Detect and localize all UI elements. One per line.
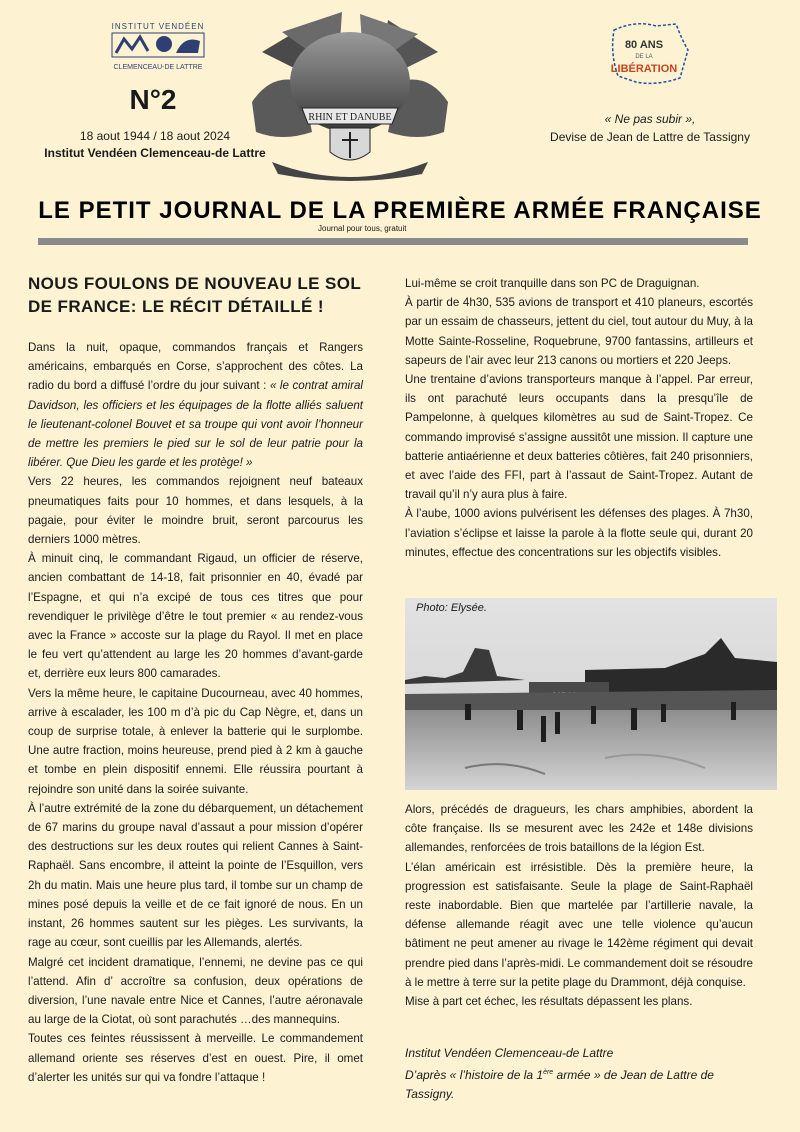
signature-source-post: armée » de Jean de Lattre de Tassigny. xyxy=(405,1068,714,1101)
issue-dates xyxy=(40,128,270,162)
signature-source-pre: D’après « l’histoire de la 1 xyxy=(405,1068,544,1082)
motto-attribution: Devise de Jean de Lattre de Tassigny xyxy=(550,130,750,144)
article-signature xyxy=(405,1044,765,1104)
rhin-et-danube-crest-icon xyxy=(242,12,458,182)
title-divider xyxy=(38,238,748,245)
article-right-column-top xyxy=(405,274,753,562)
paragraph: Mise à part cet échec, les résultats dépassent les plans. xyxy=(405,995,693,1009)
paragraph: Malgré cet incident dramatique, l’ennemi, ne devine pas ce qui l’attend. Afin d’ accroître sa confusion, deux opérations de diversion, l’une navale entre Nice et Cannes, l’autre aéronavale au large de la Ciotat, où sont parachutés …des mannequins. xyxy=(28,955,363,1027)
crest-banner-text: RHIN ET DANUBE xyxy=(308,112,392,123)
paragraph: Toutes ces feintes réussissent à merveille. Le commandement allemand oriente ses réserves d’est en ouest. Pire, il omet d’alerter les unités sur qui va fondre l’attaque ! xyxy=(28,1032,363,1084)
paragraph: Lui-même se croit tranquille dans son PC de Draguignan. xyxy=(405,277,700,290)
paragraph: À minuit cinq, le commandant Rigaud, un officier de réserve, ancien combattant de 14-18, fait prisonnier en 40, évadé par l’Espagne, et qui n’a excipé de tous ces titres que pour revendiquer le privilège d’être le tout premier « au rendez-vous avec la France » accoste sur la plage du Rayol. Il met en place le feu vert qu’attendent au large les 20 hommes d’avant-garde et, derrière eux leurs 800 camarades. xyxy=(28,552,363,681)
photo-credit: Photo: Elysée. xyxy=(416,602,487,614)
article-headline: NOUS FOULONS DE NOUVEAU LE SOL DE FRANCE: LE RÉCIT DÉTAILLÉ ! xyxy=(28,274,361,316)
anniversary-line2: DE LA xyxy=(635,54,653,60)
article-left-column xyxy=(28,338,363,1087)
article-right-column-bottom xyxy=(405,800,753,1011)
paragraph-intro: Dans la nuit, opaque, commandos français et Rangers américains, embarqués en Corse, s’approchent des côtes. La radio du bord a diffusé l’ordre du jour suivant : xyxy=(28,341,363,393)
signature-line1: Institut Vendéen Clemenceau-de Lattre xyxy=(405,1046,614,1060)
institute-emblem-icon xyxy=(110,31,206,59)
signature-source-sup: ère xyxy=(543,1069,554,1076)
paragraph: À l’autre extrémité de la zone du débarquement, un détachement de 67 marins du groupe naval d’assaut a pour mission d’opérer des destructions sur les deux routes qui relient Cannes à Saint-Raphaël. Sans encombre, il atteint la pointe de l’Esquillon, vers 2h du matin. Mais une heure plus tard, il tombe sur un champ de mines posé depuis la veille et de ce fait ignoré de nous. En un instant, 26 hommes sautent sur les pièges. Les survivants, la rage au cœur, sont cueillis par les Allemands, alertés. xyxy=(28,801,363,950)
dates-line: 18 aout 1944 / 18 aout 2024 xyxy=(79,129,231,143)
liberation-80-logo-icon xyxy=(596,20,706,88)
motto-quote: « Ne pas subir », xyxy=(604,112,696,126)
paragraph: Vers 22 heures, les commandos rejoignent neuf bateaux pneumatiques faits pour 10 hommes, et dans lesquels, à la pagaie, pour éviter le moindre bruit, seront parcourus les derniers 1000 mètres. xyxy=(28,475,363,547)
paragraph: À l’aube, 1000 avions pulvérisent les défenses des plages. À 7h30, l’aviation s’éclipse et laisse la parole à la flotte seule qui, durant 20 minutes, effectue des concentrations sur les objectifs visibles. xyxy=(405,507,753,559)
paragraph xyxy=(28,338,363,472)
paragraph: Une trentaine d’avions transporteurs manque à l’appel. Par erreur, ils ont parachuté leurs occupants dans la presqu’île de Pampelonne, à quelques kilomètres au sud de Saint-Tropez. Ce commando improvisé s’assigne aussitôt une mission. Il capture une batterie antiaérienne et deux batteries côtières, fait 240 prisonniers, et avec l’aide des FFI, part à l’assaut de Saint-Tropez. Autant de travail qu’il n’y aura plus à faire. xyxy=(405,373,753,502)
issue-number: N°2 xyxy=(129,84,177,115)
paragraph: À partir de 4h30, 535 avions de transport et 410 planeurs, escortés par un essaim de chasseurs, jettent du ciel, tout autour du Muy, à la Motte Sainte-Rosseline, Roquebrune, 9700 fantassins, artilleurs et sapeurs de l’air avec leur 213 canons ou mortiers et 220 Jeeps. xyxy=(405,296,753,367)
journal-title: LE PETIT JOURNAL DE LA PREMIÈRE ARMÉE FRANÇAISE xyxy=(38,197,762,224)
anniversary-line1: 80 ANS xyxy=(624,39,664,51)
institute-name: Institut Vendéen Clemenceau-de Lattre xyxy=(44,146,266,160)
landing-photo xyxy=(405,598,777,790)
institute-logo-bottom-text: CLEMENCEAU-DE LATTRE xyxy=(113,64,203,71)
paragraph: Vers la même heure, le capitaine Ducourneau, avec 40 hommes, arrive à escalader, les 100 m d’à pic du Cap Nègre, et, dans un coup de surprise totale, à enlever la batterie qui le surplombe. Une autre fraction, moins heureuse, prend pied à 2 km à gauche et tombe en plein dispositif ennemi. Elle réussira pourtant à rejoindre son unité dans la soirée suivante. xyxy=(28,686,363,796)
anniversary-line3: LIBÉRATION xyxy=(610,63,678,75)
motto xyxy=(540,110,760,146)
paragraph: L’élan américain est irrésistible. Dès la première heure, la progression est satisfaisante. Seule la plage de Saint-Raphaël reste inabordable. Bien que martelée par l’artillerie navale, la défense allemande réagit avec une telle violence qu’aucun bâtiment ne peut amener au rivage le 142ème régiment qui devait prendre pied dans l’après-midi. Le commandement doit se résoudre à le mettre à terre sur la petite plage du Drammont, déjà conquise. xyxy=(405,860,753,989)
order-of-the-day-quote: « le contrat amiral Davidson, les officiers et les équipages de la flotte alliés saluent le lieutenant-colonel Bouvet et sa troupe qui vont avoir l’honneur de mettre les premiers le pied sur le sol de leur patrie pour la libérer. Que Dieu les garde et les protège! » xyxy=(28,379,363,470)
paragraph: Alors, précédés de dragueurs, les chars amphibies, abordent la côte française. Ils se mesurent avec les 242e et 148e divisions allemandes, renforcées de trois bataillons de la légion Est. xyxy=(405,803,753,855)
institute-logo-top-text: INSTITUT VENDÉEN xyxy=(111,22,205,31)
institute-logo xyxy=(108,22,208,71)
signature-line2 xyxy=(405,1063,765,1104)
journal-subtitle: Journal pour tous, gratuit xyxy=(318,224,407,233)
